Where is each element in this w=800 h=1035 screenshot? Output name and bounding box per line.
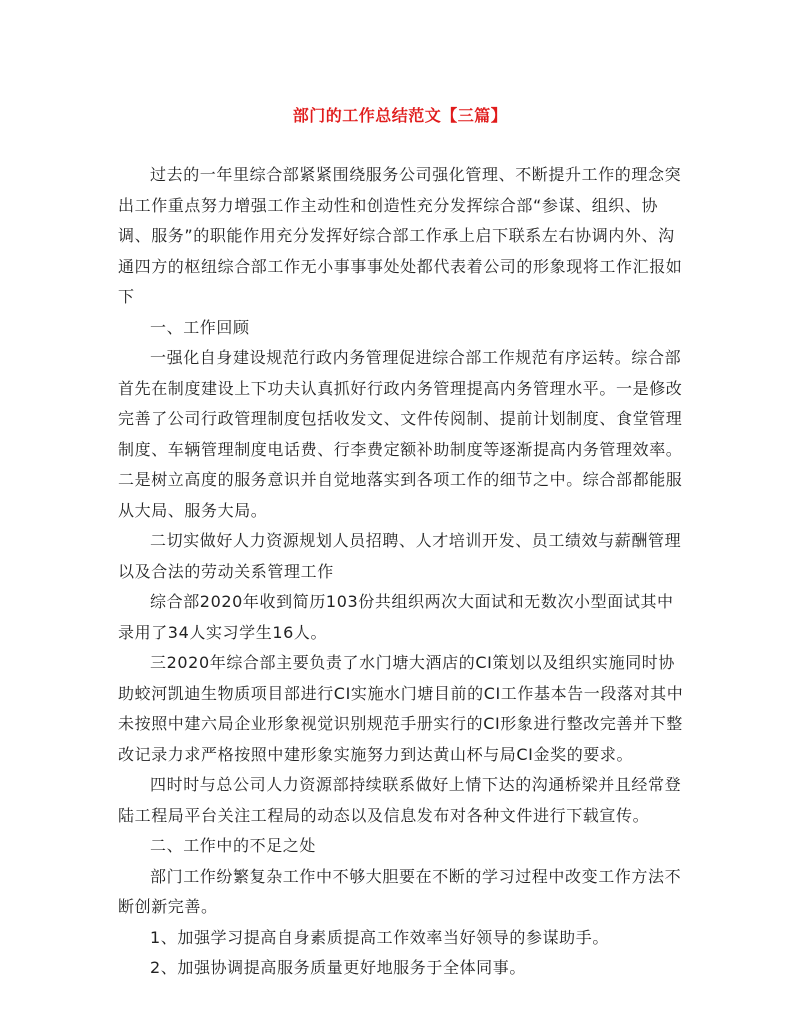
review-paragraph-1: 一强化自身建设规范行政内务管理促进综合部工作规范有序运转。综合部首先在制度建设上下功夫认真抓好行政内务管理提高内务管理水平。一是修改完善了公司行政管理制度包括收发文、文件传阅制、提前计划制度、食堂管理制度、车辆管理制度电话费、行李费定额补助制度等逐渐提高内务管理效率。二是树立高度的服务意识并自觉地落实到各项工作的细节之中。综合部都能服从大局、服务大局。 [118,348,683,520]
document-body [118,160,684,984]
document-title: 部门的工作总结范文【三篇】 [292,106,508,125]
intro-paragraph: 过去的一年里综合部紧紧围绕服务公司强化管理、不断提升工作的理念突出工作重点努力增强工作主动性和创造性充分发挥综合部“参谋、组织、协调、服务”的职能作用充分发挥好综合部工作承上启下联系左右协调内外、沟通四方的枢纽综合部工作无小事事事处处都代表着公司的形象现将工作汇报如下 [118,165,683,306]
review-paragraph-5: 四时时与总公司人力资源部持续联系做好上情下达的沟通桥梁并且经常登陆工程局平台关注工程局的动态以及信息发布对各种文件进行下载宣传。 [118,775,682,825]
review-paragraph-4: 三2020年综合部主要负责了水门塘大酒店的CI策划以及组织实施同时协助蛟河凯迪生物质项目部进行CI实施水门塘目前的CI工作基本告一段落对其中未按照中建六局企业形象视觉识别规范手册实行的CI形象进行整改完善并下整改记录力求严格按照中建形象实施努力到达黄山杯与局CI金奖的要求。 [118,653,684,764]
shortcomings-paragraph: 部门工作纷繁复杂工作中不够大胆要在不断的学习过程中改变工作方法不断创新完善。 [118,866,682,916]
review-paragraph-3: 综合部2020年收到简历103份共组织两次大面试和无数次小型面试其中录用了34人实习学生16人。 [118,592,674,642]
section-heading-review: 一、工作回顾 [150,317,250,337]
list-item-1: 1、加强学习提高自身素质提高工作效率当好领导的参谋助手。 [150,927,609,947]
section-heading-shortcomings: 二、工作中的不足之处 [150,836,317,855]
list-item-2: 2、加强协调提高服务质量更好地服务于全体同事。 [150,958,526,977]
review-paragraph-2: 二切实做好人力资源规划人员招聘、人才培训开发、员工绩效与薪酬管理以及合法的劳动关系管理工作 [118,531,682,581]
